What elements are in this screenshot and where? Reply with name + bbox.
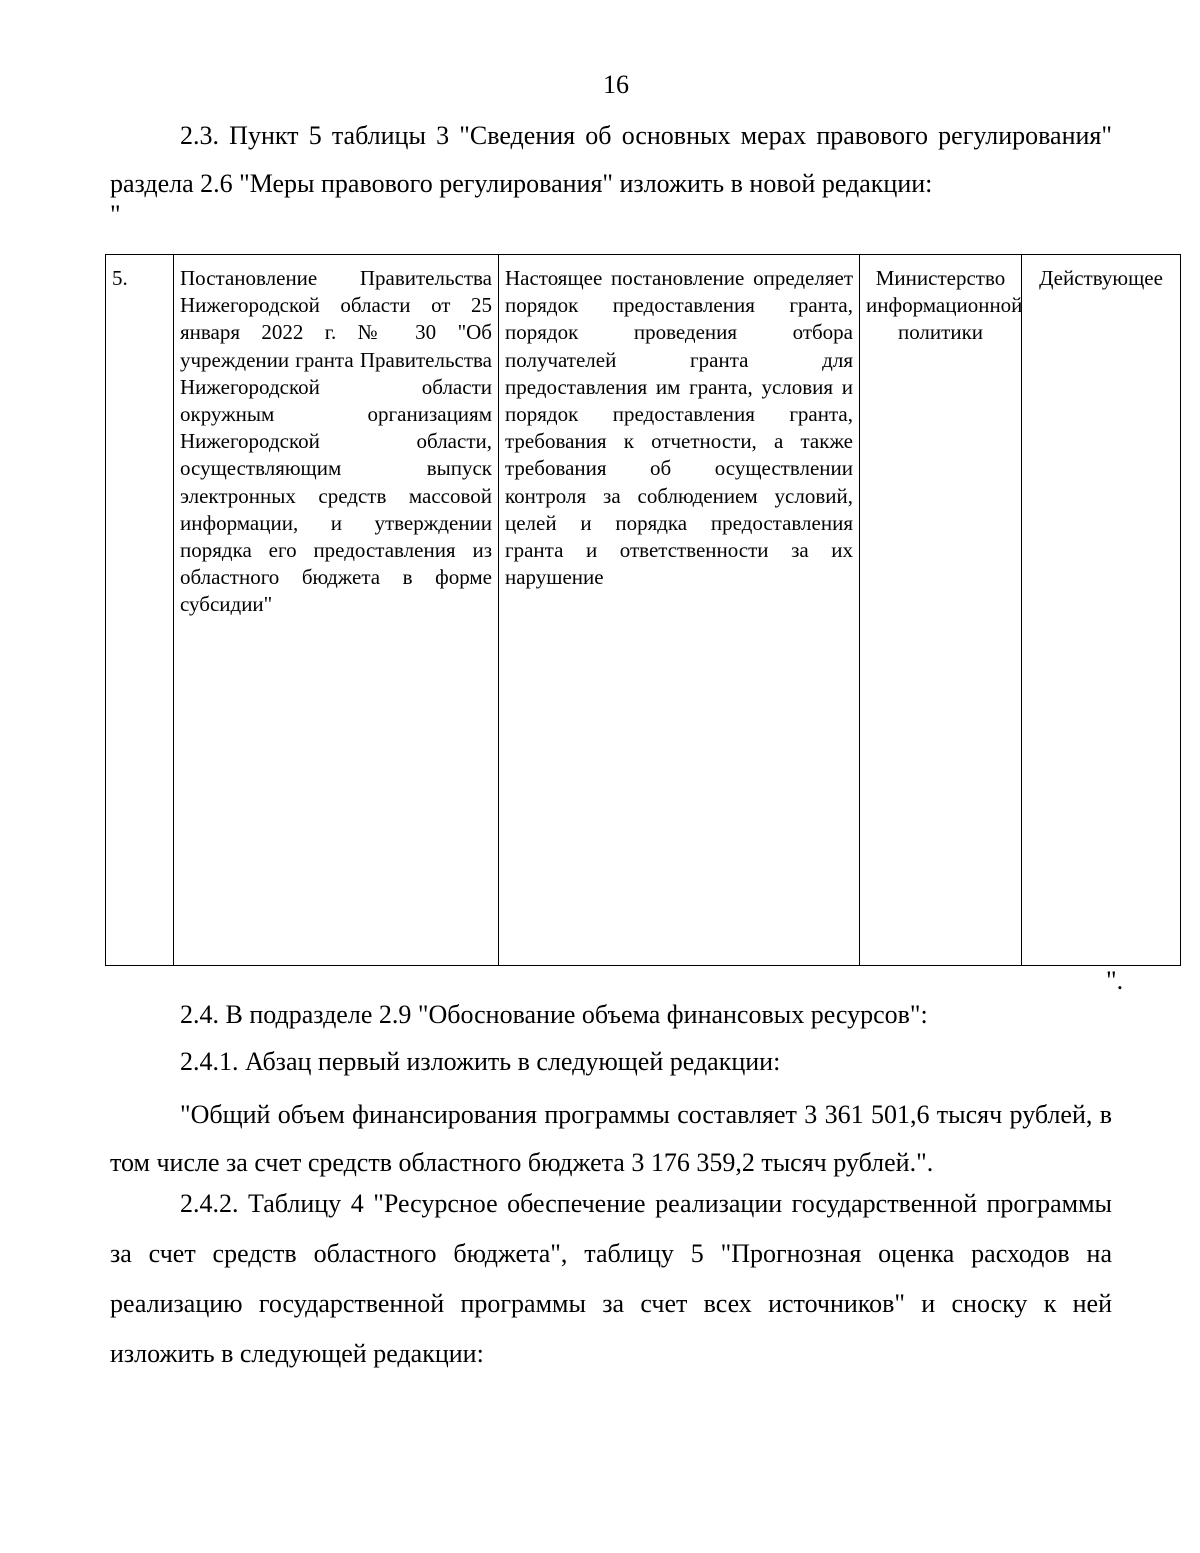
paragraph-quote: "Общий объем финансирования программы составляет 3 361 501,6 тысяч рублей, в том числе за счет средств областного бюджета 3 176 359,2 тысяч рублей.". xyxy=(110,1100,1112,1177)
paragraph-2-4-2: 2.4.2. Таблицу 4 "Ресурсное обеспечение реализации государственной программы за счет средств областного бюджета", таблицу 5 "Прогнозная оценка расходов на реализацию государственной программы за счет всех источников" и сноску к ней изложить в следующей редакции: xyxy=(110,1189,1112,1368)
status-cell: Действующее xyxy=(1022,255,1181,966)
responsible-cell: Министерство информационной политики xyxy=(860,255,1022,966)
legal-measures-table xyxy=(105,254,1181,966)
table-row xyxy=(106,255,1181,966)
paragraph-2-4-1: 2.4.1. Абзац первый изложить в следующей редакции: xyxy=(180,1047,781,1076)
page-number: 16 xyxy=(603,70,629,99)
paragraph-2-4: 2.4. В подразделе 2.9 "Обоснование объема финансовых ресурсов": xyxy=(180,1000,928,1029)
row-number-cell: 5. xyxy=(106,255,174,966)
legal-act-cell: Постановление Правительства Нижегородской области от 25 января 2022 г. № 30 "Об учреждении гранта Правительства Нижегородской области окружным организациям Нижегородской области, осуществляющим выпуск электронных средств массовой информации, и утверждении порядка его предоставления из областного бюджета в форме субсидии" xyxy=(174,255,499,966)
closing-quote-mark: ". xyxy=(1106,966,1124,995)
opening-quote-mark: " xyxy=(110,200,121,229)
description-cell: Настоящее постановление определяет порядок предоставления гранта, порядок проведения отбора получателей гранта для предоставления им гранта, условия и порядок предоставления гранта, требования к отчетности, а также требования об осуществлении контроля за соблюдением условий, целей и порядка предоставления гранта и ответственности за их нарушение xyxy=(499,255,860,966)
paragraph-2-3: 2.3. Пункт 5 таблицы 3 "Сведения об основных мерах правового регулирования" раздела 2.6 "Меры правового регулирования" изложить в новой редакции: xyxy=(110,121,1112,198)
